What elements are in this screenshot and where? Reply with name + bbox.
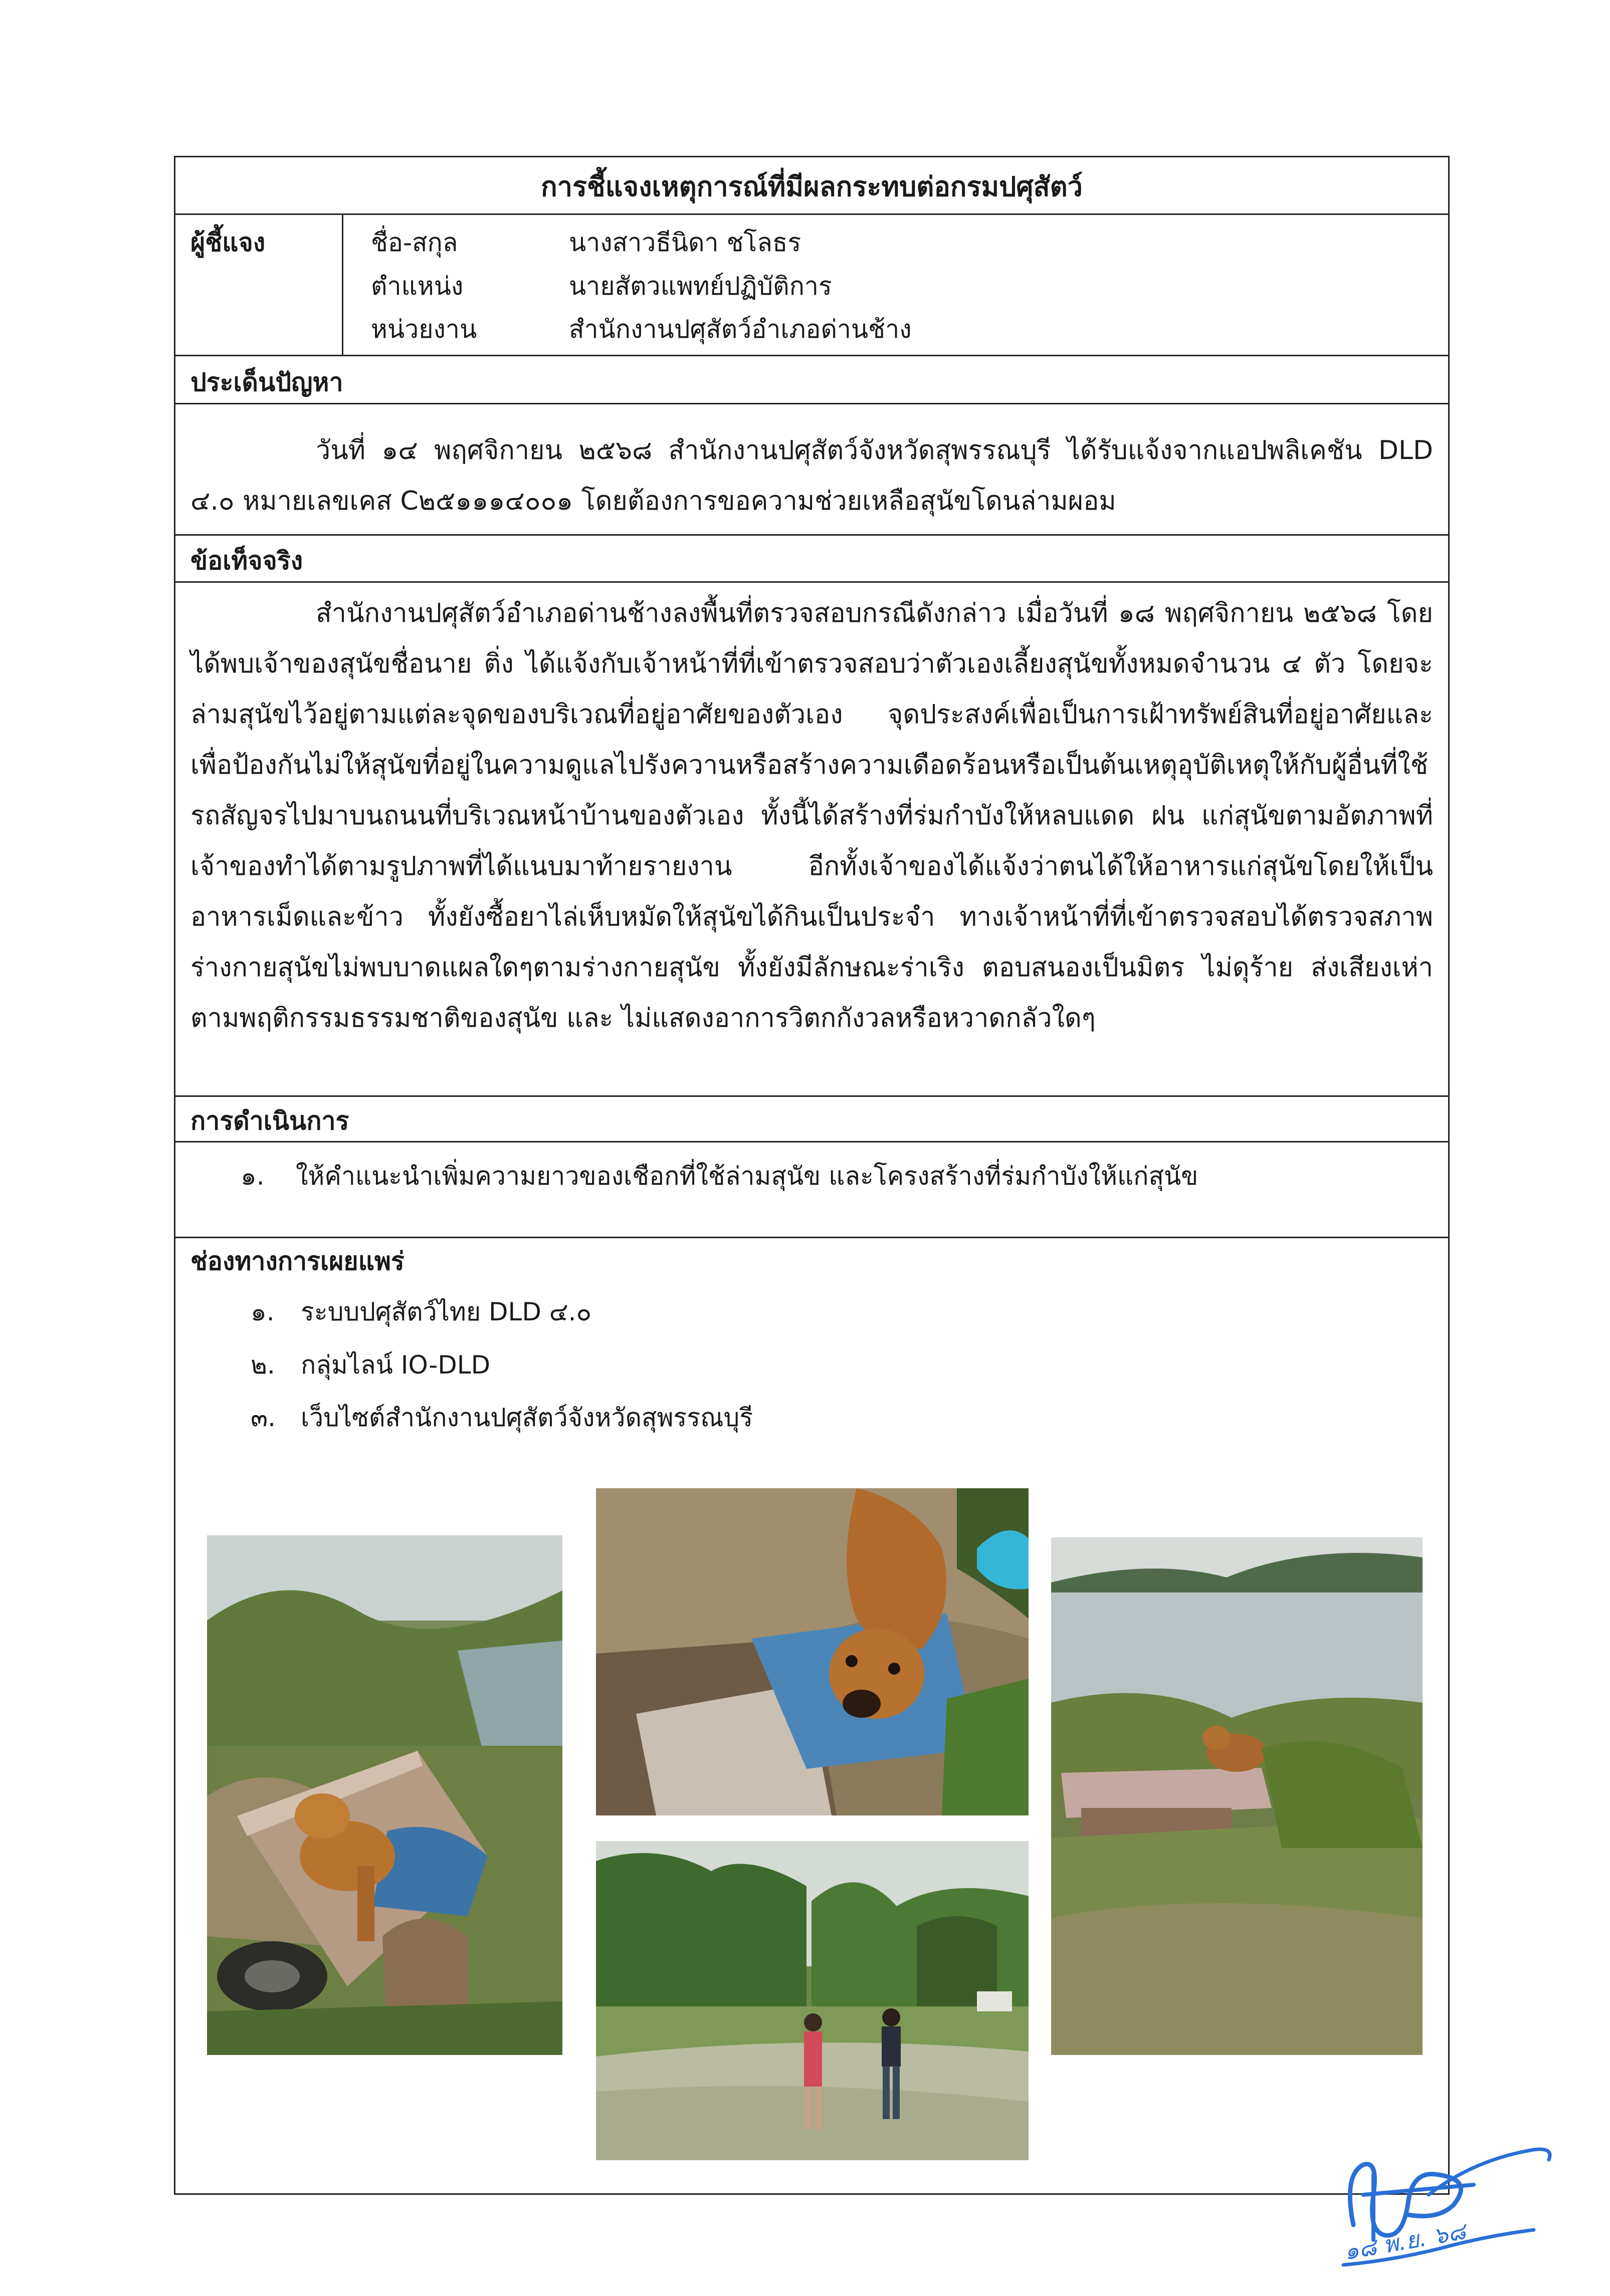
field-value-position: นายสัตวแพทย์ปฏิบัติการ xyxy=(569,272,832,301)
actions-heading: การดำเนินการ xyxy=(190,1106,349,1135)
action-item-text: ให้คำแนะนำเพิ่มความยาวของเชือกที่ใช้ล่ามสุนัข และโครงสร้างที่ร่มกำบังให้แก่สุนัข xyxy=(296,1162,1198,1191)
channel-item-number: ๑. xyxy=(251,1297,275,1326)
channel-item-number: ๓. xyxy=(251,1403,276,1432)
field-value-agency: สำนักงานปศุสัตว์อำเภอด่านช้าง xyxy=(569,315,912,344)
photo-officials-on-field xyxy=(596,1841,1029,2160)
channel-item-text: เว็บไซต์สำนักงานปศุสัตว์จังหวัดสุพรรณบุรี xyxy=(301,1403,753,1432)
photo-dog-by-lake xyxy=(1051,1537,1423,2055)
issue-heading: ประเด็นปัญหา xyxy=(190,368,343,397)
report-frame xyxy=(174,156,1450,2195)
report-title: การชี้แจงเหตุการณ์ที่มีผลกระทบต่อกรมปศุสัตว์ xyxy=(541,171,1083,202)
signature-date: ๑๘ พ.ย. ๖๘ xyxy=(1342,2217,1468,2265)
facts-text: สำนักงานปศุสัตว์อำเภอด่านช้างลงพื้นที่ตรวจสอบกรณีดังกล่าว เมื่อวันที่ ๑๘ พฤศจิกายน ๒๕๖๘ โดยได้พบเจ้าของสุนัขชื่อนาย ติ่ง ได้แจ้งกับเจ้าหน้าที่ที่เข้าตรวจสอบว่าตัวเองเลี้ยงสุนัขทั้งหมดจำนวน ๔ ตัว โดยจะล่ามสุนัขไว้อยู่ตามแต่ละจุดของบริเวณที่อยู่อาศัยของตัวเอง จุดประสงค์เพื่อเป็นการเฝ้าทรัพย์สินที่อยู่อาศัยและเพื่อป้องกันไม่ให้สุนัขที่อยู่ในความดูแลไปรังควานหรือสร้างความเดือดร้อนหรือเป็นต้นเหตุอุบัติเหตุให้กับผู้อื่นที่ใช้รถสัญจรไปมาบนถนนที่บริเวณหน้าบ้านของตัวเอง ทั้งนี้ได้สร้างที่ร่มกำบังให้หลบแดด ฝน แก่สุนัขตามอัตภาพที่เจ้าของทำได้ตามรูปภาพที่ได้แนบมาท้ายรายงาน อีกทั้งเจ้าของได้แจ้งว่าตนได้ให้อาหารแก่สุนัขโดยให้เป็นอาหารเม็ดและข้าว ทั้งยังซื้อยาไล่เห็บหมัดให้สุนัขได้กินเป็นประจำ ทางเจ้าหน้าที่ที่เข้าตรวจสอบได้ตรวจสภาพร่างกายสุนัขไม่พบบาดแผลใดๆตามร่างกายสุนัข ทั้งยังมีลักษณะร่าเริง ตอบสนองเป็นมิตร ไม่ดุร้าย ส่งเสียงเห่าตามพฤติกรรมธรรมชาติของสุนัข และ ไม่แสดงอาการวิตกกังวลหรือหวาดกลัวใดๆ xyxy=(190,598,1433,1033)
field-value-name: นางสาวธีนิดา ชโลธร xyxy=(569,228,801,257)
facts-heading: ข้อเท็จจริง xyxy=(190,546,303,575)
field-label-agency: หน่วยงาน xyxy=(371,315,477,344)
explainer-label: ผู้ชี้แจง xyxy=(190,228,266,257)
channel-item-number: ๒. xyxy=(251,1350,275,1380)
channel-item-text: ระบบปศุสัตว์ไทย DLD ๔.๐ xyxy=(301,1297,592,1326)
photo-dog-on-wooden-planks xyxy=(207,1535,562,2055)
field-label-name: ชื่อ-สกุล xyxy=(371,228,458,257)
channels-heading: ช่องทางการเผยแพร่ xyxy=(190,1247,405,1276)
action-item-number: ๑. xyxy=(241,1162,265,1191)
issue-text: วันที่ ๑๔ พฤศจิกายน ๒๕๖๘ สำนักงานปศุสัตว์จังหวัดสุพรรณบุรี ได้รับแจ้งจากแอปพลิเคชัน DLD ๔.๐ หมายเลขเคส C๒๕๑๑๑๔๐๐๑ โดยต้องการขอความช่วยเหลือสุนัขโดนล่ามผอม xyxy=(190,435,1433,516)
channel-item-text: กลุ่มไลน์ IO-DLD xyxy=(301,1350,491,1380)
field-label-position: ตำแหน่ง xyxy=(371,272,464,301)
photo-dog-closeup xyxy=(596,1488,1029,1815)
